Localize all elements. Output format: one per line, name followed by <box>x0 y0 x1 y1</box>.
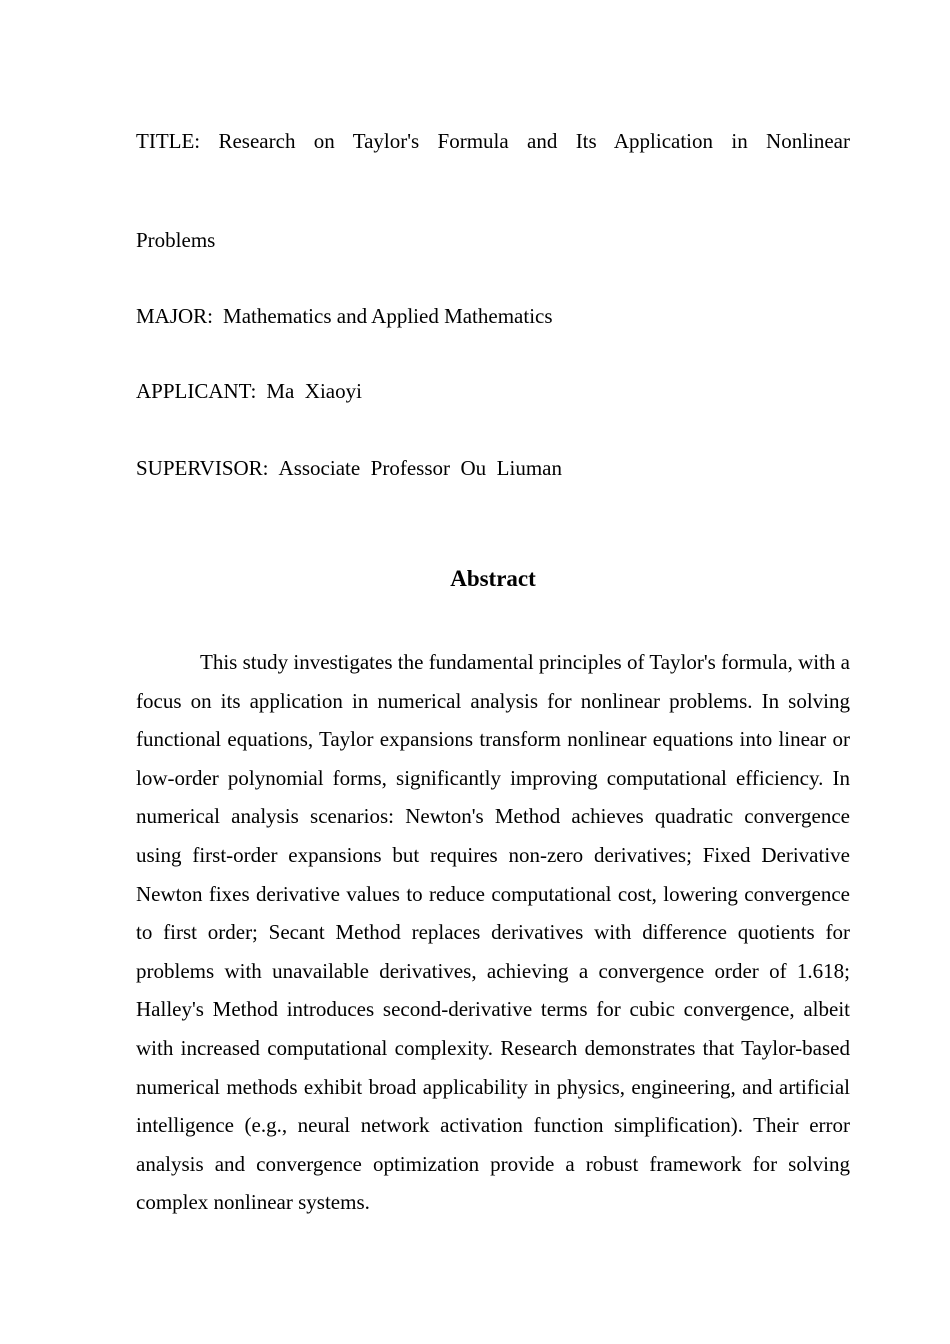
applicant-label: APPLICANT: <box>136 379 257 403</box>
title-line-2: Problems <box>136 228 216 252</box>
supervisor-label: SUPERVISOR: <box>136 456 269 480</box>
supervisor-value: Associate Professor Ou Liuman <box>278 456 562 480</box>
abstract-heading: Abstract <box>450 566 536 591</box>
title-text-line1: Research on Taylor's Formula and Its Application in Nonlinear <box>218 129 850 153</box>
major-label: MAJOR: <box>136 304 214 328</box>
major-row <box>136 303 553 329</box>
major-value: Mathematics and Applied Mathematics <box>223 304 553 328</box>
abstract-body: This study investigates the fundamental principles of Taylor's formula, with a focus on its application in numerical analysis for nonlinear problems. In solving functional equations, Taylor expansions transform nonlinear equations into linear or low-order polynomial forms, significantly improving computational efficiency. In numerical analysis scenarios: Newton's Method achieves quadratic convergence using first-order expansions but requires non-zero derivatives; Fixed Derivative Newton fixes derivative values to reduce computational cost, lowering convergence to first order; Secant Method replaces derivatives with difference quotients for problems with unavailable derivatives, achieving a convergence order of 1.618; Halley's Method introduces second-derivative terms for cubic convergence, albeit with increased computational complexity. Research demonstrates that Taylor-based numerical methods exhibit broad applicability in physics, engineering, and artificial intelligence (e.g., neural network activation function simplification). Their error analysis and convergence optimization provide a robust framework for solving complex nonlinear systems. <box>136 650 850 1215</box>
title-label: TITLE: <box>136 129 201 153</box>
applicant-row <box>136 378 362 404</box>
supervisor-row <box>136 455 562 481</box>
applicant-value: Ma Xiaoyi <box>266 379 362 403</box>
title-line-1 <box>136 128 850 154</box>
